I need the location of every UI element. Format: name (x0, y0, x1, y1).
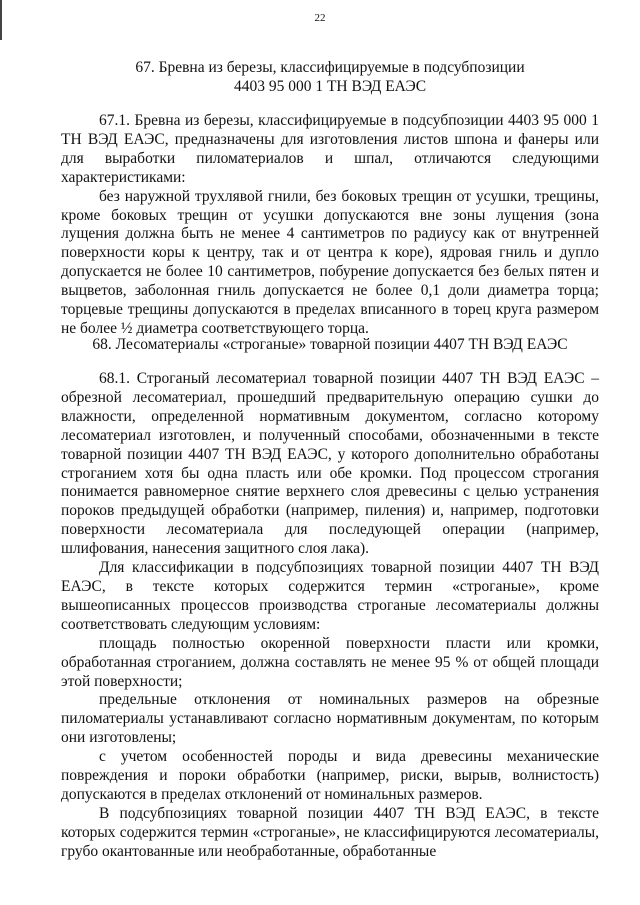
section-67-body (61, 112, 599, 339)
section-67-heading (61, 59, 599, 97)
section-67-heading-line2: 4403 95 000 1 ТН ВЭД ЕАЭС (233, 77, 427, 95)
section-67-paragraph-1: 67.1. Бревна из березы, классифицируемые в подсубпозиции 4403 95 000 1 ТН ВЭД ЕАЭС, предназначены для изготовления листов шпона и фанеры или для выработки пиломатериалов и шпал, отличаются следующими характеристиками: (61, 112, 599, 186)
section-68-paragraph-3: площадь полностью окоренной поверхности пласти или кромки, обработанная строганием, должна составлять не менее 95 % от общей площади этой поверхности; (61, 634, 599, 690)
section-68-heading: 68. Лесоматериалы «строганые» товарной позиции 4407 ТН ВЭД ЕАЭС (92, 336, 568, 353)
section-68-body (61, 370, 599, 862)
section-68-paragraph-2: Для классификации в подсубпозициях товарной позиции 4407 ТН ВЭД ЕАЭС, в тексте которых содержится термин «строганые», кроме вышеописанных процессов производства строганые лесоматериалы должны соответствовать следующим условиям: (61, 559, 599, 633)
section-68-paragraph-5: с учетом особенностей породы и вида древесины механические повреждения и пороки обработки (например, риски, вырыв, волнистость) допускаются в пределах отклонений от номинальных размеров. (61, 748, 599, 803)
section-67-paragraph-2: без наружной трухлявой гнили, без боковых трещин от усушки, трещины, кроме боковых трещин от усушки допускаются вне зоны лущения (зона лущения должна быть не менее 4 сантиметров по радиусу как от внутренней поверхности коры к центру, так и от центра к коре), ядровая гниль и дупло допускается не более 10 сантиметров, побурение допускается без белых пятен и выцветов, заболонная гниль допускается не более 0,1 доли диаметра торца; торцевые трещины допускаются в пределах вписанного в торец круга размером не более ½ диаметра соответствующего торца. (61, 187, 599, 337)
section-68-paragraph-1: 68.1. Строганый лесоматериал товарной позиции 4407 ТН ВЭД ЕАЭС – обрезной лесоматериал, прошедший предварительную операцию сушки до влажности, определенной нормативным документом, согласно которому лесоматериал изготовлен, и полученный способами, обозначенными в тексте товарной позиции 4407 ТН ВЭД ЕАЭС, у которого дополнительно обработаны строганием хотя бы одна пласть или обе кромки. Под процессом строгания понимается равномерное снятие верхнего слоя древесины с целью устранения пороков предыдущей обработки (например, пиления) и, например, подготовки поверхности лесоматериала для последующей операции (например, шлифования, нанесения защитного слоя лака). (61, 370, 599, 558)
section-67-heading-line1: 67. Бревна из березы, классифицируемые в подсубпозиции (135, 59, 525, 76)
section-68-paragraph-6: В подсубпозициях товарной позиции 4407 ТН ВЭД ЕАЭС, в тексте которых содержится термин «строганые», не классифицируются лесоматериалы, грубо окантованные или необработанные, обработанные (61, 804, 599, 860)
page-number: 22 (314, 12, 326, 24)
section-68-paragraph-4: предельные отклонения от номинальных размеров на обрезные пиломатериалы устанавливают согласно нормативным документам, по которым они изготовлены; (61, 691, 599, 747)
